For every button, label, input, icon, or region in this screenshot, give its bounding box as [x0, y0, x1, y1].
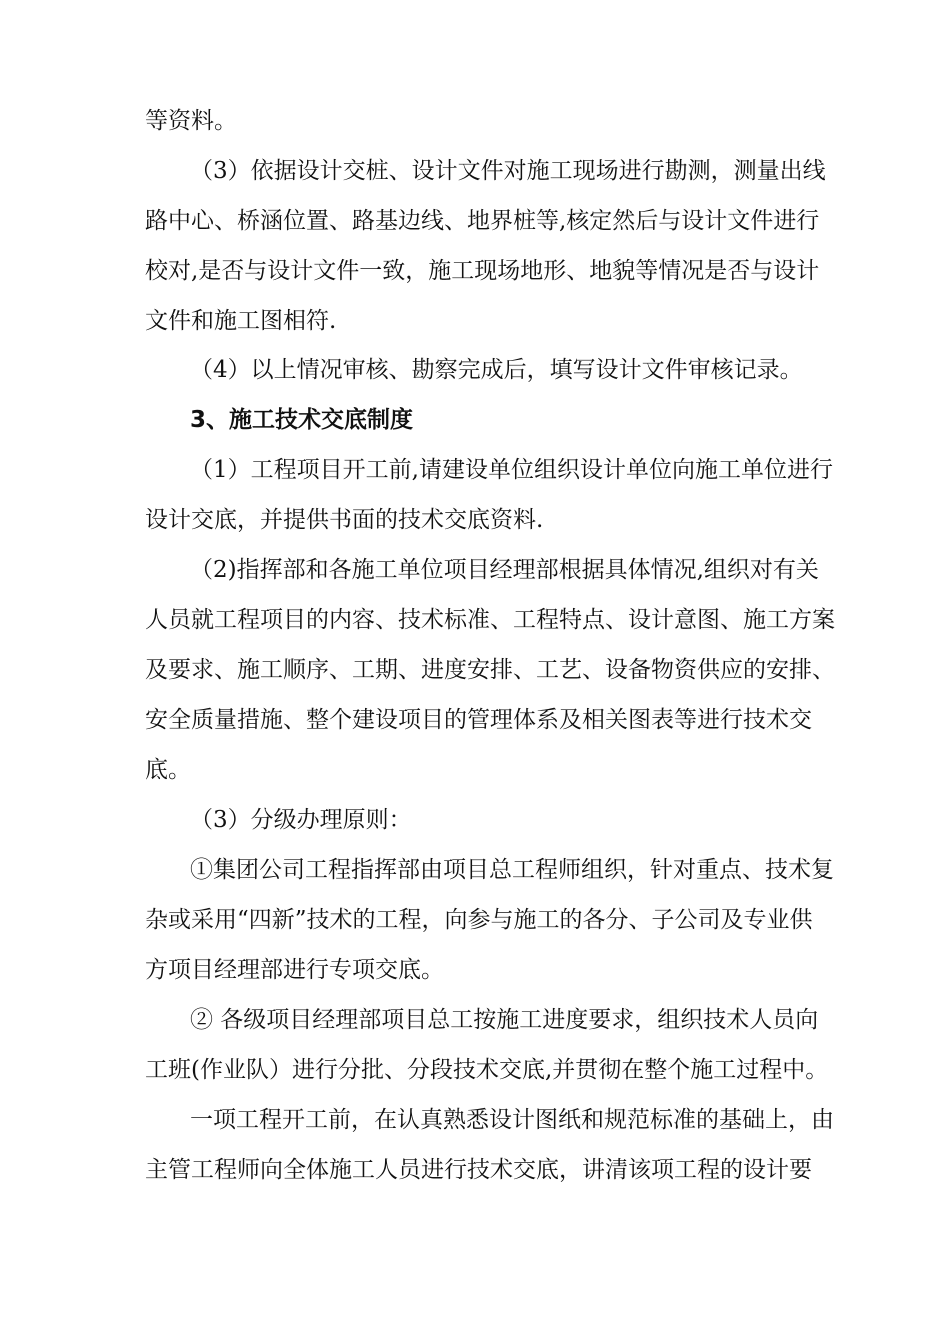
paragraph-4: （4）以上情况审核、勘察完成后，填写设计文件审核记录。	[190, 357, 803, 383]
text-line: 杂或采用“四新”技术的工程，向参与施工的各分、子公司及专业供	[145, 907, 813, 933]
paragraph-final-start: 一项工程开工前，在认真熟悉设计图纸和规范标准的基础上，由	[190, 1107, 834, 1133]
text-line: 校对,是否与设计文件一致，施工现场地形、地貌等情况是否与设计	[145, 258, 820, 284]
paragraph-3b: （3）分级办理原则：	[190, 807, 412, 833]
text-line: 工班(作业队）进行分批、分段技术交底,并贯彻在整个施工过程中。	[145, 1057, 829, 1083]
text-line: 人员就工程项目的内容、技术标准、工程特点、设计意图、施工方案	[145, 607, 835, 633]
text-line: 路中心、桥涵位置、路基边线、地界桩等,核定然后与设计文件进行	[145, 208, 820, 234]
text-line: 等资料。	[145, 108, 237, 134]
paragraph-3-start: （3）依据设计交桩、设计文件对施工现场进行勘测，测量出线	[190, 158, 826, 184]
text-line: 方项目经理部进行专项交底。	[145, 957, 444, 983]
text-line: 设计交底，并提供书面的技术交底资料.	[145, 507, 544, 533]
text-line: 及要求、施工顺序、工期、进度安排、工艺、设备物资供应的安排、	[145, 657, 835, 683]
text-line: 主管工程师向全体施工人员进行技术交底，讲清该项工程的设计要	[145, 1157, 812, 1183]
paragraph-1-start: （1）工程项目开工前,请建设单位组织设计单位向施工单位进行	[190, 457, 833, 483]
paragraph-2-start: （2)指挥部和各施工单位项目经理部根据具体情况,组织对有关	[190, 557, 819, 583]
item-1-start: ①集团公司工程指挥部由项目总工程师组织，针对重点、技术复	[190, 857, 834, 883]
text-line: 安全质量措施、整个建设项目的管理体系及相关图表等进行技术交	[145, 707, 812, 733]
text-line: 底。	[145, 757, 191, 783]
section-heading: 3、施工技术交底制度	[190, 407, 414, 433]
text-line: 文件和施工图相符.	[145, 308, 337, 334]
item-2-start: ② 各级项目经理部项目总工按施工进度要求，组织技术人员向	[190, 1007, 819, 1033]
